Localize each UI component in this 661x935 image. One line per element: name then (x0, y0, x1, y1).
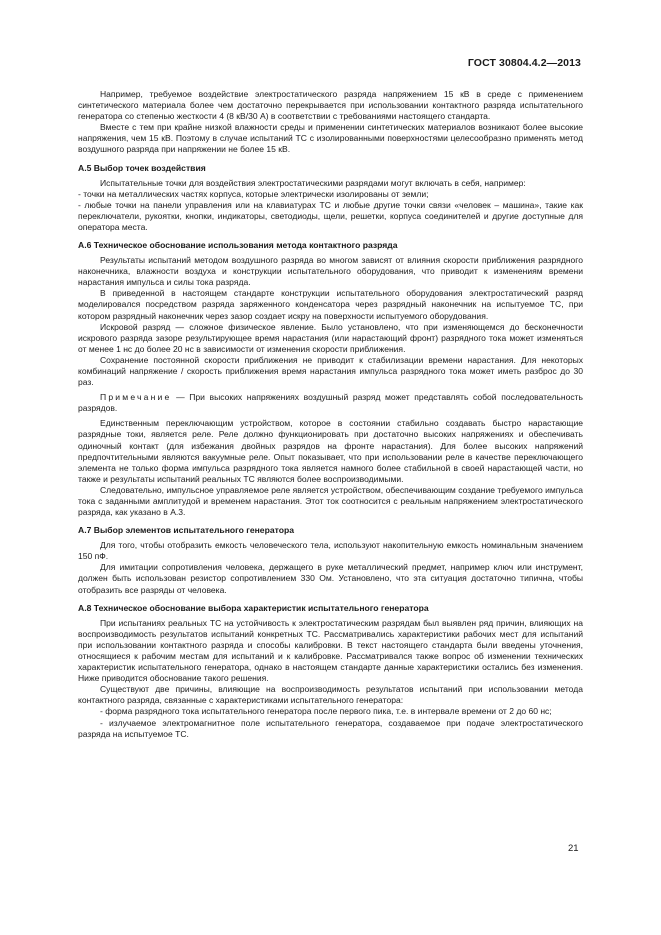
note-label: Примечание (100, 392, 172, 403)
list-item: - излучаемое электромагнитное поле испытательного генератора, создаваемое при подаче электростатического разряда на испытуемое ТС. (78, 717, 583, 739)
section-heading-a6: А.6 Техническое обоснование использования метода контактного разряда (78, 240, 398, 251)
paragraph: Сохранение постоянной скорости приближения не приводит к стабилизации времени нарастания. Для некоторых комбинаций напряжение / скорость приближения время нарастания импульса разрядного тока может иметь разброс до 30 раз. (78, 354, 583, 388)
paragraph: Испытательные точки для воздействия электростатическими разрядами могут включать в себя, например: (100, 177, 526, 188)
list-item: - форма разрядного тока испытательного генератора после первого пика, т.е. в интервале времени от 2 до 60 нс; (100, 706, 552, 717)
paragraph: Вместе с тем при крайне низкой влажности среды и применении синтетических материалов возникают более высокие напряжения, чем 15 кВ. Поэтому в случае испытаний ТС с изолированными поверхностями целесообразно применять метод воздушного разряда при напряжении не более 15 кВ. (78, 122, 583, 155)
list-item: - любые точки на панели управления или на клавиатурах ТС и любые другие точки связи «человек – машина», такие как переключатели, рукоятки, кнопки, индикаторы, светодиоды, щели, решетки, корпуса соединителей и другие доступные для оператора места. (78, 199, 583, 232)
paragraph: Например, требуемое воздействие электростатического разряда напряжением 15 кВ в среде с применением синтетического материала более чем достаточно перекрывается при использовании контактного разряда испытательного генератора со степенью жесткости 4 (8 кВ/30 А) в соответствии с требованиями настоящего стандарта. (78, 89, 583, 122)
paragraph: В приведенной в настоящем стандарте конструкции испытательного оборудования электростатический разряд моделировался посредством разряда заряженного конденсатора через разрядный наконечник на испытуемое ТС, при котором разрядный наконечник через зазор создает искру на поверхности испытуемого оборудования. (78, 288, 583, 321)
page-body (78, 89, 583, 740)
paragraph: При испытаниях реальных ТС на устойчивость к электростатическим разрядам был выявлен ряд причин, влияющих на воспроизводимость результатов испытаний конкретных ТС. Рассматривались характеристики рабочих мест для испытаний при использовании контактного разряда и способы калибровки. В текст настоящего стандарта были введены уточнения, относящиеся к рабочим местам для испытаний и к калибровке. Рассматривался также вопрос об изменении технических характеристик испытательного генератора, однако в настоящем стандарте данные характеристики остались без изменения. Ниже приводится обоснование такого решения. (78, 617, 583, 684)
paragraph: Для имитации сопротивления человека, держащего в руке металлический предмет, например ключ или инструмент, должен быть использован резистор сопротивлением 330 Ом. Установлено, что эта ситуация достаточно типична, чтобы отобразить все разряды от человека. (78, 562, 583, 595)
note-text: — При высоких напряжениях воздушный разряд может представлять собой последовательность разрядов. (78, 392, 583, 414)
section-heading-a7: А.7 Выбор элементов испытательного генератора (78, 525, 294, 536)
section-heading-a8: А.8 Техническое обоснование выбора характеристик испытательного генератора (78, 602, 429, 613)
list-item: - точки на металлических частях корпуса, которые электрически изолированы от земли; (78, 188, 429, 199)
paragraph: Для того, чтобы отобразить емкость человеческого тела, используют накопительную емкость номинальным значением 150 пФ. (78, 540, 583, 562)
page-number: 21 (568, 843, 579, 854)
paragraph: Искровой разряд — сложное физическое явление. Было установлено, что при изменяющемся до бесконечности искрового разряда зазоре результирующее время нарастания (или нарастающий фронт) разрядного тока может изменяться от менее 1 нс до более 20 нс в зависимости от изменения скорости приближения. (78, 321, 583, 354)
paragraph: Следовательно, импульсное управляемое реле является устройством, обеспечивающим создание требуемого импульса тока с заданными амплитудой и временем нарастания. Этот ток соотносится с реальным напряжением электростатического разряда, как указано в А.3. (78, 484, 583, 518)
document-number: ГОСТ 30804.4.2—2013 (467, 57, 581, 69)
note (78, 392, 583, 414)
section-heading-a5: А.5 Выбор точек воздействия (78, 162, 206, 173)
paragraph: Существуют две причины, влияющие на воспроизводимость результатов испытаний при использовании метода контактного разряда, связанные с характеристиками испытательного генератора: (78, 684, 583, 706)
paragraph: Единственным переключающим устройством, которое в состоянии стабильно создавать быстро нарастающие разрядные токи, является реле. Реле должно функционировать при достаточно высоких напряжениях и обеспечивать одиночный контакт (для избежания двойных разрядов на фронте нарастания). Для более высоких напряжений предпочтительными являются вакуумные реле. Опыт показывает, что при использовании реле в качестве переключающего элемента не только форма импульса разрядного тока является намного более стабильной в своей нарастающей части, но также и результаты испытаний реальных ТС являются более воспроизводимыми. (78, 418, 583, 484)
paragraph: Результаты испытаний методом воздушного разряда во многом зависят от влияния скорости приближения разрядного наконечника, влажности воздуха и конструкции испытательного оборудования, что приводит к изменениям времени нарастания импульса и силы тока разряда. (78, 255, 583, 288)
